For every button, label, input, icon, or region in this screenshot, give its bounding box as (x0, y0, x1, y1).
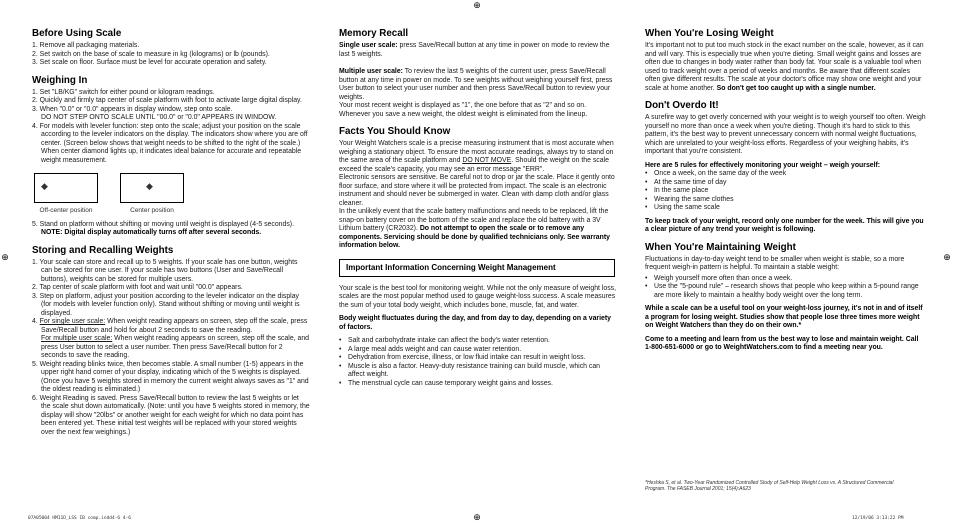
management-paragraph: Your scale is the best tool for monitoring weight. While not the only measure of weight loss, scales are the most popular method used to gauge weight-loss success. A scale measures the sum of your total body weight, which includes bone, muscle, fat, and water. (339, 284, 617, 309)
registration-mark-top: ⊕ (473, 0, 481, 10)
list-item: • Wearing the same clothes (645, 196, 926, 205)
list-item: • Muscle is also a factor. Heavy-duty resistance training can build muscle, which can affect weight. (339, 363, 617, 380)
overdo-paragraph: A surefire way to get overly concerned with your weight is to weigh yourself too often. Weigh yourself no more than once a week when you're dieting. Though it's hard to stick to this pattern, it's the best way to prevent unnecessary concern with normal weight fluctuations, which are unrelated to your weight-loss efforts. Regardless of your weighing habits, it's important that you're consistent. (645, 114, 926, 155)
storing-step-6: 6. Weight Reading is saved. Press Save/Recall button to review the last 5 weights or let the scale shut down automatically. (Note: until you have 5 weights stored in memory, the display will show "20lbs" or another weight for each weight for which no data point has been entered yet. These initial test weights will be replaced with your stored weights over the next few weighings.) (32, 394, 310, 436)
maintaining-paragraph: Fluctuations in day-to-day weight tend to be smaller when weight is stable, so a more frequent weigh-in pattern is helpful. To maintain a stable weight: (645, 255, 905, 271)
off-center-illustration (34, 173, 98, 216)
center-illustration (120, 173, 184, 216)
registration-mark-right: ⊕ (943, 252, 951, 262)
display-box (120, 173, 184, 203)
list-item: • At the same time of day (645, 179, 926, 188)
storing-step-3: 3. Step on platform, adjust your position according to the leveler indicator on the display (for models with leveler function only). Stand without shifting or moving until weight is displayed. (32, 292, 300, 317)
list-item: • A large meal adds weight and can cause water retention. (339, 346, 617, 355)
heading-facts: Facts You Should Know (339, 126, 451, 137)
column-right (645, 28, 926, 358)
single-user-paragraph: Single user scale: press Save/Recall button at any time in power on mode to review the last 5 weights. (339, 42, 610, 58)
storing-step-1: 1. Your scale can store and recall up to 5 weights. If your scale has one button, weights can be stored for one user. If your scale has two buttons (User and Save/Recall buttons), weights can be stored for multiple users. (32, 258, 298, 283)
recall-order-paragraph: Your most recent weight is displayed as "1", the one before that as "2" and so on. Whenever you save a new weight, the oldest weight is eliminated from the lineup. (339, 102, 588, 118)
heading-weighing-in: Weighing In (32, 74, 88, 86)
fluctuation-paragraph: Body weight fluctuates during the day, and from day to day, depending on a variety of factors. (339, 315, 611, 331)
list-item: • Using the same scale (645, 204, 926, 213)
heading-memory-recall: Memory Recall (339, 28, 409, 39)
registration-mark-bottom: ⊕ (473, 512, 481, 522)
facts-paragraph-2: Electronic sensors are sensitive. Be careful not to drop or jar the scale. Place it gently onto floor surface, and store where it will be protected from impact. The scale is an electronic instrument and should never be submerged in water. Clean with damp cloth and/or glass cleaner. (339, 174, 615, 207)
list-item: • In the same place (645, 187, 926, 196)
rules-list (645, 170, 926, 213)
off-center-indicator-icon: ◆ (41, 181, 48, 191)
leveler-illustrations (34, 173, 310, 216)
list-item: • The menstrual cycle can cause temporary weight gains and losses. (339, 380, 617, 389)
storing-step-5: 5. Weight reading blinks twice, then becomes stable. A small number (1-5) appears in the upper right hand corner of your display, indicating which of the 5 weights is displayed. (Once you have 5 weights stored in memory the current weight always saves as "1" and the oldest reading is eliminated.) (32, 360, 309, 393)
weighing-step-4: 4. For models with leveler function: step onto the scale; adjust your position on the scale according to the leveler indicators on the display. The indicators show where you are off center. (Screen below shows that weight needs to be shifted to the right of the scale.) When center diamond lights up, it indicates ideal balance for accurate and repeatable weight measurement. (32, 122, 308, 164)
storing-step-4b: For multiple user scale: When weight reading appears on screen, step off the scale, and press User button to select a user number. Then press Save/Recall button for 2 seconds to save the reading. (41, 335, 309, 359)
heading-maintaining: When You're Maintaining Weight (645, 241, 796, 253)
list-item: 1. Remove all packaging materials. (32, 42, 140, 49)
list-item: • Use the "5-pound rule" – research shows that people who keep within a 5-pound range are more likely to maintain a healthy body weight over the long term. (645, 283, 926, 300)
heading-before-using: Before Using Scale (32, 28, 122, 39)
weighing-note: NOTE: Digital display automatically turns off after several seconds. (41, 229, 262, 236)
maintaining-list (645, 275, 926, 301)
center-indicator-icon: ◆ (146, 181, 153, 191)
facts-paragraph-3: In the unlikely event that the scale battery malfunctions and needs to be replaced, lift the snap-on battery cover on the bottom of the scale and replace the old battery with a 3V Lithium battery (CR2032). Do not attempt to open the scale or to remove any components. Servicing should be done by qualified technicians only. See warranty information below. (339, 208, 610, 249)
heading-dont-overdo: Don't Overdo It! (645, 100, 719, 111)
column-middle (339, 28, 617, 393)
footnote: *Heshka S, et al. Two-Year Randomized Controlled Study of Self-Help Weight Loss vs. A Structured Commercial Program. The FASEB Journal 2001; 15(4):A623 (645, 480, 894, 492)
fluctuation-factors-list (339, 337, 617, 388)
heading-losing-weight: When You're Losing Weight (645, 28, 774, 39)
list-item: • Once a week, on the same day of the week (645, 170, 926, 179)
column-left (32, 28, 310, 437)
weighing-step-3: 3. When "0.0" or "0.0" appears in display window, step onto scale. (32, 105, 233, 113)
weighing-step-5: 5. Stand on platform without shifting or moving until weight is displayed (4-5 seconds). (32, 220, 294, 228)
center-caption: Center position (130, 207, 174, 214)
weight-management-notice-box: Important Information Concerning Weight Management (339, 259, 615, 277)
list-item: • Weigh yourself more often than once a week. (645, 275, 926, 284)
display-box (34, 173, 98, 203)
before-using-list (32, 42, 310, 68)
off-center-caption: Off-center position (39, 207, 93, 214)
multi-user-paragraph: Multiple user scale: To review the last 5 weights of the current user, press Save/Recall button at any time in power on mode. To see weights without weighing yourself first, press User button to select your user number and then press Save/Recall button to review your weights. (339, 68, 613, 101)
weighing-step-2: 2. Quickly and firmly tap center of scale platform with foot to activate large digital display. (32, 97, 302, 104)
print-slug-right: 12/19/06 3:13:22 PM (852, 516, 904, 521)
weighing-step-1: 1. Set "LB/KG" switch for either pound or kilogram readings. (32, 88, 215, 96)
heading-storing: Storing and Recalling Weights (32, 244, 174, 256)
list-item: • Salt and carbohydrate intake can affect the body's water retention. (339, 337, 617, 346)
losing-paragraph: It's important not to put too much stock in the exact number on the scale, however, as it can and will vary. This is especially true when you're dieting. Small weight gains and losses are often due to changes in body water rather than body fat. Your scale is a valuable tool when used to track weight over a period of weeks and months. Be aware that different scales often give different results. The scale at your doctor's office may show one weight and your scale at home another. So don't get too caught up with a single number. (645, 42, 924, 92)
print-slug-left: 07A05004 HM11D_LSS IB comp.indd4-6 4-6 (28, 516, 131, 521)
track-paragraph: To keep track of your weight, record only one number for the week. This will give you a clear picture of any trend your weight is following. (645, 217, 924, 233)
weighing-step-3-warning: DO NOT STEP ONTO SCALE UNTIL "00.0" or "0.0" APPEARS IN WINDOW. (41, 114, 277, 121)
tool-paragraph: While a scale can be a useful tool on your weight-loss journey, it's not in and of itself a program for losing weight. Studies show that people lose three times more weight on Weight Watchers than they do on their own.* (645, 305, 923, 329)
list-item: 2. Set switch on the base of scale to measure in kg (kilograms) or lb (pounds). (32, 50, 270, 58)
storing-step-4a: 4. For single user scale: When weight reading appears on screen, step off the scale, press Save/Recall button and hold for about 2 seconds to save the reading. (32, 318, 308, 334)
facts-paragraph-1: Your Weight Watchers scale is a precise measuring instrument that is most accurate when weighing a stationary object. To ensure the most accurate readings, always try to stand on the same area of the scale platform and DO NOT MOVE. Should the weight on the scale exceed the scale's capacity, you may see an error message "ERR". (339, 140, 614, 173)
registration-mark-left: ⊕ (1, 252, 9, 262)
rules-heading: Here are 5 rules for effectively monitoring your weight – weigh yourself: (645, 161, 881, 169)
meeting-paragraph: Come to a meeting and learn from us the best way to lose and maintain weight. Call 1-800-651-6000 or go to WeightWatchers.com to find a meeting near you. (645, 335, 919, 351)
storing-step-2: 2. Tap center of scale platform with foot and wait until "00.0" appears. (32, 284, 243, 291)
list-item: 3. Set scale on floor. Surface must be level for accurate operation and safety. (32, 59, 267, 66)
list-item: • Dehydration from exercise, illness, or low fluid intake can result in weight loss. (339, 354, 617, 363)
